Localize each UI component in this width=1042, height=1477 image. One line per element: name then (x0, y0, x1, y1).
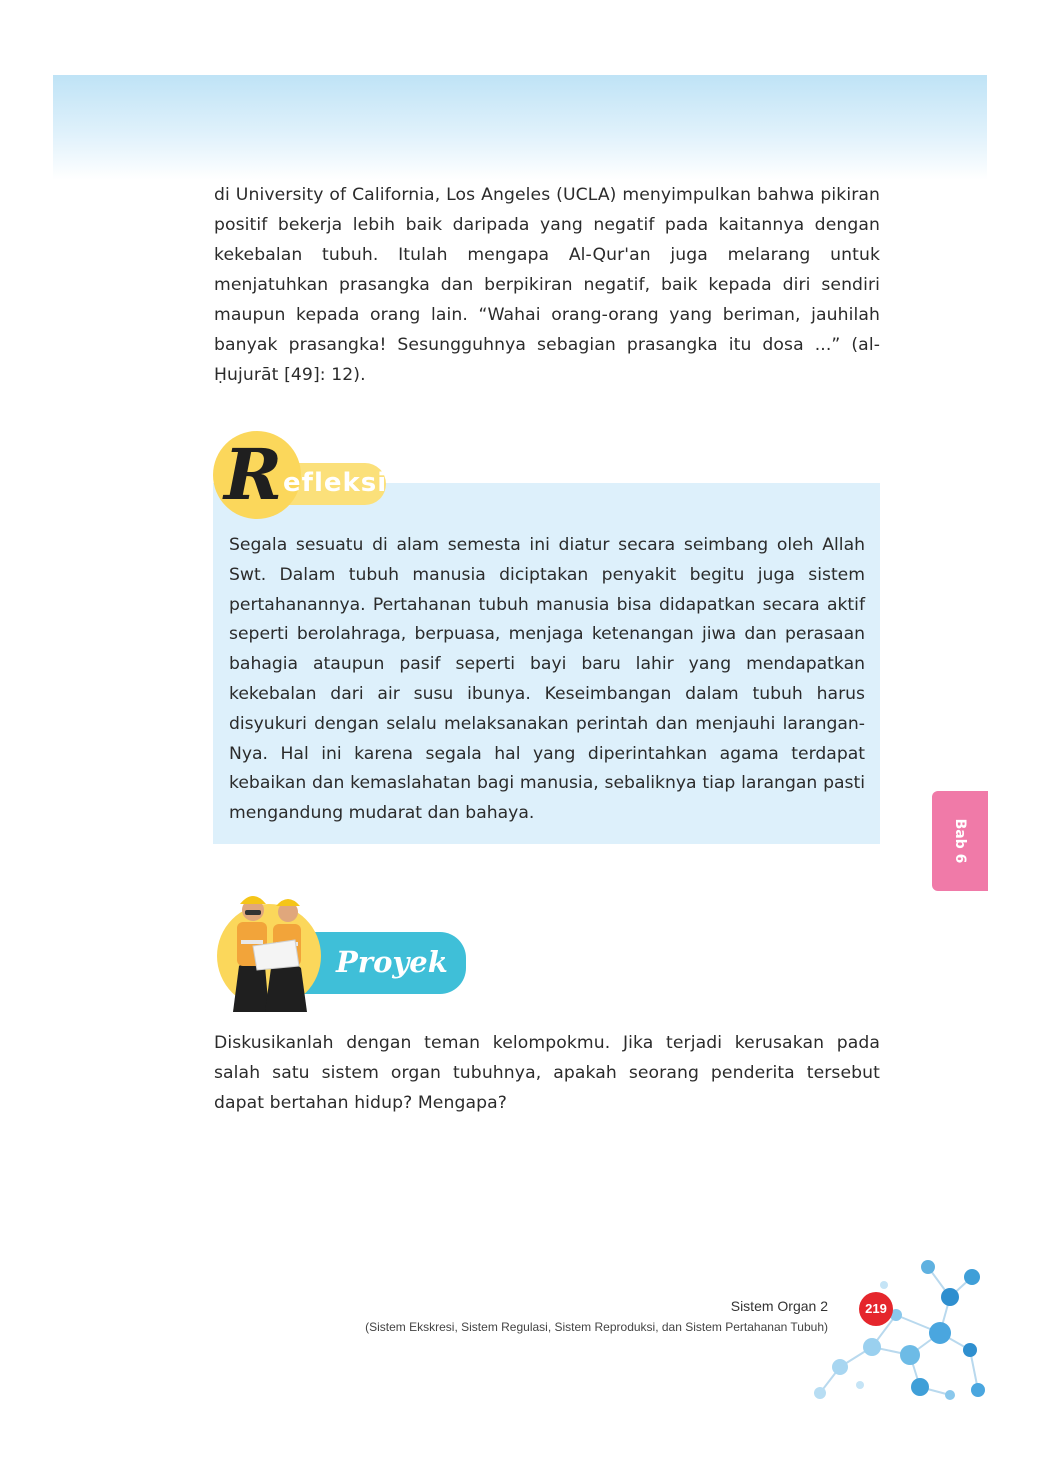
proyek-heading: Proyek (336, 945, 448, 979)
proyek-text: Diskusikanlah dengan teman kelompokmu. Jika terjadi kerusakan pada salah satu sistem organ tubuhnya, apakah seorang penderita tersebut dapat bertahan hidup? Mengapa? (214, 1033, 880, 1113)
refleksi-initial: R (224, 433, 283, 516)
workers-illustration-icon (213, 884, 325, 1012)
refleksi-text: Segala sesuatu di alam semesta ini diatur secara seimbang oleh Allah Swt. Dalam tubuh manusia diciptakan penyakit begitu juga sistem pertahanannya. Pertahanan tubuh manusia bisa didapatkan secara aktif seperti berolahraga, berpuasa, menjaga ketenangan jiwa dan perasaan bahagia ataupun pasif seperti bayi baru lahir yang mendapatkan kekebalan dari air susu ibunya. Keseimbangan dalam tubuh harus disyukuri dengan selalu melaksanakan perintah dan menjauhi larangan-Nya. Hal ini karena segala hal yang diperintahkan agama terdapat kebaikan dan kemaslahatan bagi manusia, sebaliknya tiap larangan pasti mengandung mudarat dan bahaya. (229, 535, 865, 824)
refleksi-heading: efleksi (283, 468, 388, 498)
molecule-decoration-icon (800, 1255, 990, 1405)
footer-subtitle: (Sistem Ekskresi, Sistem Regulasi, Sistem Reproduksi, dan Sistem Pertahanan Tubuh) (365, 1320, 828, 1334)
intro-paragraph: di University of California, Los Angeles (UCLA) menyimpulkan bahwa pikiran positif bekerja lebih baik daripada yang negatif pada kaitannya dengan kekebalan tubuh. Itulah mengapa Al-Qur'an juga melarang untuk menjatuhkan prasangka dan berpikiran negatif, baik kepada diri sendiri maupun kepada orang lain. “Wahai orang-orang yang beriman, jauhilah banyak prasangka! Sesungguhnya sebagian prasangka itu dosa ...” (al-Ḥujurāt [49]: 12). (214, 185, 880, 385)
page-number-badge: 219 (859, 1292, 893, 1326)
chapter-tab-label: Bab 6 (952, 818, 968, 864)
header-band (53, 75, 987, 180)
footer-title: Sistem Organ 2 (730, 1298, 828, 1314)
